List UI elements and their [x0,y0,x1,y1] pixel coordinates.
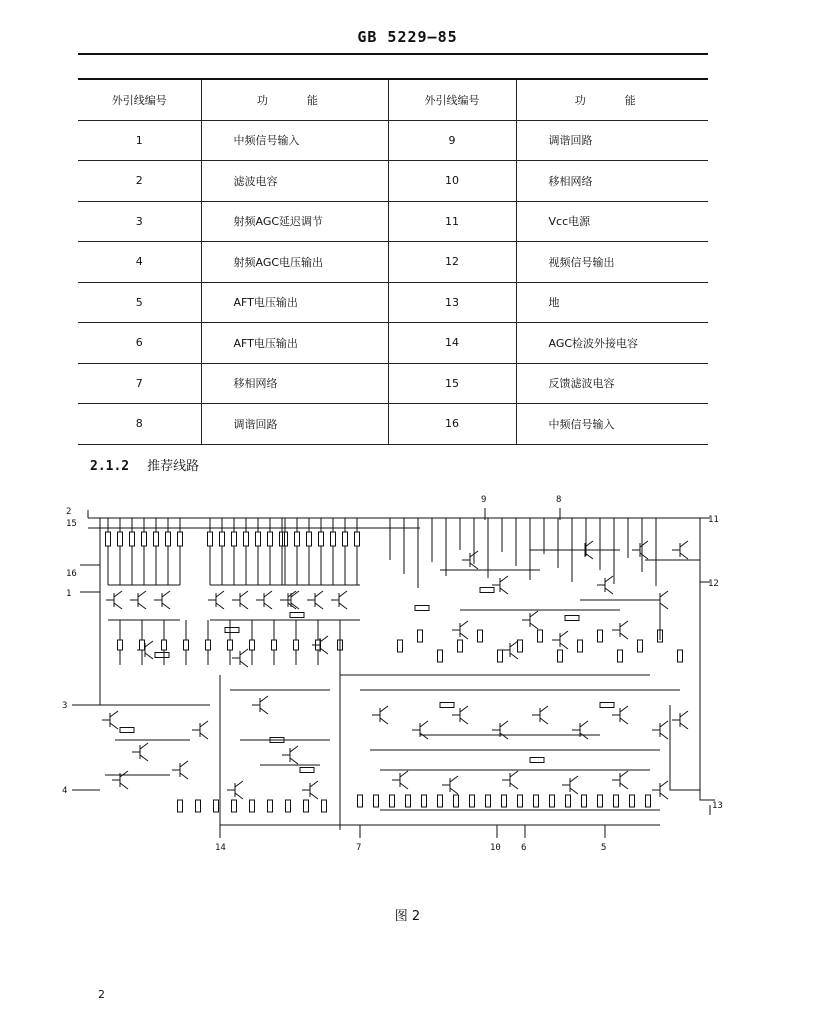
table-row [78,404,708,445]
resistor [250,800,255,812]
transistor [522,611,538,629]
transistor [442,776,458,794]
resistor [155,653,169,658]
resistor [294,640,299,650]
resistor [228,640,233,650]
resistor [374,795,379,807]
resistor [142,532,147,546]
resistor [225,628,239,633]
pin-label: 11 [708,515,719,525]
table-row [78,161,708,202]
resistor [250,640,255,650]
transistor [227,781,243,799]
resistor [534,795,539,807]
resistor [120,728,134,733]
pin-function: 移相网络 [201,363,388,404]
section-number: 2.1.2 [90,459,130,474]
resistor [140,640,145,650]
resistor [358,795,363,807]
resistor [331,532,336,546]
resistor [106,532,111,546]
section-title: 推荐线路 [147,459,200,474]
transistor [612,706,628,724]
resistor [630,795,635,807]
resistor [470,795,475,807]
transistor [452,706,468,724]
pin-number: 12 [388,242,516,283]
pin-number: 13 [388,282,516,323]
transistor [572,721,588,739]
pin-number: 15 [388,363,516,404]
resistor [480,588,494,593]
resistor [295,532,300,546]
resistor [538,630,543,642]
pin-function: 中频信号输入 [516,404,708,445]
transistor [672,541,688,559]
transistor [452,621,468,639]
transistor [612,621,628,639]
resistor [208,532,213,546]
resistor [286,800,291,812]
pin-label: 2 [66,507,72,517]
col-function-left: 功 能 [201,80,388,120]
resistor [290,613,304,618]
pin-function: Vcc电源 [516,201,708,242]
resistor [518,640,523,652]
transistor [208,591,224,609]
transistor [492,721,508,739]
wire [285,585,360,620]
table-header-row [78,80,708,120]
standard-header: GB 5229—85 [357,28,458,46]
resistor [196,800,201,812]
resistor [220,532,225,546]
transistor [283,591,299,609]
transistor [672,711,688,729]
pin-number: 2 [78,161,201,202]
pin-function: 调谐回路 [516,120,708,161]
pin-function: 中频信号输入 [201,120,388,161]
pin-number: 5 [78,282,201,323]
transistor [412,721,428,739]
pin-function-table [78,80,708,445]
transistor [612,771,628,789]
transistor [172,761,188,779]
pin-function: 地 [516,282,708,323]
table-row [78,282,708,323]
resistor [598,795,603,807]
resistor [206,640,211,650]
transistor [302,781,318,799]
resistor [162,640,167,650]
transistor [192,721,208,739]
wire [108,585,180,620]
wire [360,690,700,810]
resistor [600,703,614,708]
pin-function: AGC检波外接电容 [516,323,708,364]
table-row [78,120,708,161]
transistor [154,591,170,609]
transistor [132,743,148,761]
resistor [415,606,429,611]
resistor [440,703,454,708]
resistor [486,795,491,807]
resistor [498,650,503,662]
transistor [372,706,388,724]
resistor [307,532,312,546]
resistor [355,532,360,546]
pin-number: 8 [78,404,201,445]
resistor [178,800,183,812]
resistor [166,532,171,546]
resistor [558,650,563,662]
pin-label: 1 [66,589,72,599]
pin-number: 14 [388,323,516,364]
resistor [244,532,249,546]
transistor [652,781,668,799]
resistor [566,795,571,807]
pin-label: 10 [490,843,501,853]
pin-function: 移相网络 [516,161,708,202]
resistor [478,630,483,642]
resistor [614,795,619,807]
pin-function: 调谐回路 [201,404,388,445]
resistor [232,800,237,812]
transistor [102,711,118,729]
pin-number: 6 [78,323,201,364]
resistor [178,532,183,546]
transistor [552,631,568,649]
transistor [307,591,323,609]
section-heading [90,455,199,474]
right-bus [700,518,715,800]
resistor [638,640,643,652]
resistor [319,532,324,546]
resistor [418,630,423,642]
transistor [652,721,668,739]
pin-label: 6 [521,843,527,853]
pin-label: 4 [62,786,68,796]
pin-function: 反馈滤波电容 [516,363,708,404]
table-row [78,242,708,283]
col-pin-no-left: 外引线编号 [78,80,201,120]
page-number: 2 [98,988,105,1001]
pin-number: 4 [78,242,201,283]
resistor [438,650,443,662]
resistor [398,640,403,652]
resistor [343,532,348,546]
transistor [106,591,122,609]
resistor [272,640,277,650]
wire [210,585,290,620]
pin-label: 5 [601,843,607,853]
transistor [312,636,328,654]
transistor [502,641,518,659]
resistor [438,795,443,807]
resistor [184,640,189,650]
transistor [597,576,613,594]
pin-function: AFT电压输出 [201,323,388,364]
resistor [598,630,603,642]
pin-label: 9 [481,495,487,505]
pin-number: 3 [78,201,201,242]
transistor [112,771,128,789]
resistor [256,532,261,546]
transistor [632,541,648,559]
resistor [578,640,583,652]
resistor [550,795,555,807]
pin-function: 视频信号输出 [516,242,708,283]
pin-number: 11 [388,201,516,242]
transistor [502,771,518,789]
wire [440,550,700,640]
table-row [78,201,708,242]
resistor [322,800,327,812]
pin-number: 7 [78,363,201,404]
pin-function: 射频AGC电压输出 [201,242,388,283]
resistor [300,768,314,773]
pin-number: 1 [78,120,201,161]
pin-label: 13 [712,801,723,811]
resistor [422,795,427,807]
transistor [232,649,248,667]
pin-label: 14 [215,843,226,853]
figure-caption: 图 2 [394,909,421,924]
pin-label: 3 [62,701,68,711]
resistor [502,795,507,807]
pin-number: 10 [388,161,516,202]
transistor [331,591,347,609]
resistor [154,532,159,546]
resistor [130,532,135,546]
pin-label: 15 [66,519,77,529]
pin-label: 12 [708,579,719,589]
transistor [282,746,298,764]
pin-function: 射频AGC延迟调节 [201,201,388,242]
recommended-circuit-schematic [60,490,723,855]
resistor [232,532,237,546]
resistor [458,640,463,652]
pin-label: 16 [66,569,77,579]
resistor [268,532,273,546]
pin-number: 16 [388,404,516,445]
transistor [252,696,268,714]
pin-label: 8 [556,495,562,505]
transistor [462,551,478,569]
resistor [390,795,395,807]
resistor [518,795,523,807]
resistor [454,795,459,807]
resistor [618,650,623,662]
transistor [562,776,578,794]
resistor [406,795,411,807]
col-function-right: 功 能 [516,80,708,120]
resistor [268,800,273,812]
header-rule-top [78,53,708,55]
pin-function: 滤波电容 [201,161,388,202]
transistor [256,591,272,609]
resistor [118,640,123,650]
pin-number: 9 [388,120,516,161]
resistor [304,800,309,812]
transistor [392,771,408,789]
resistor [530,758,544,763]
resistor [118,532,123,546]
transistor [532,706,548,724]
resistor [582,795,587,807]
table-row [78,363,708,404]
col-pin-no-right: 外引线编号 [388,80,516,120]
resistor [646,795,651,807]
pin-label: 7 [356,843,362,853]
transistor [130,591,146,609]
pin-function: AFT电压输出 [201,282,388,323]
transistor [232,591,248,609]
resistor [565,616,579,621]
table-row [78,323,708,364]
resistor [214,800,219,812]
resistor [678,650,683,662]
